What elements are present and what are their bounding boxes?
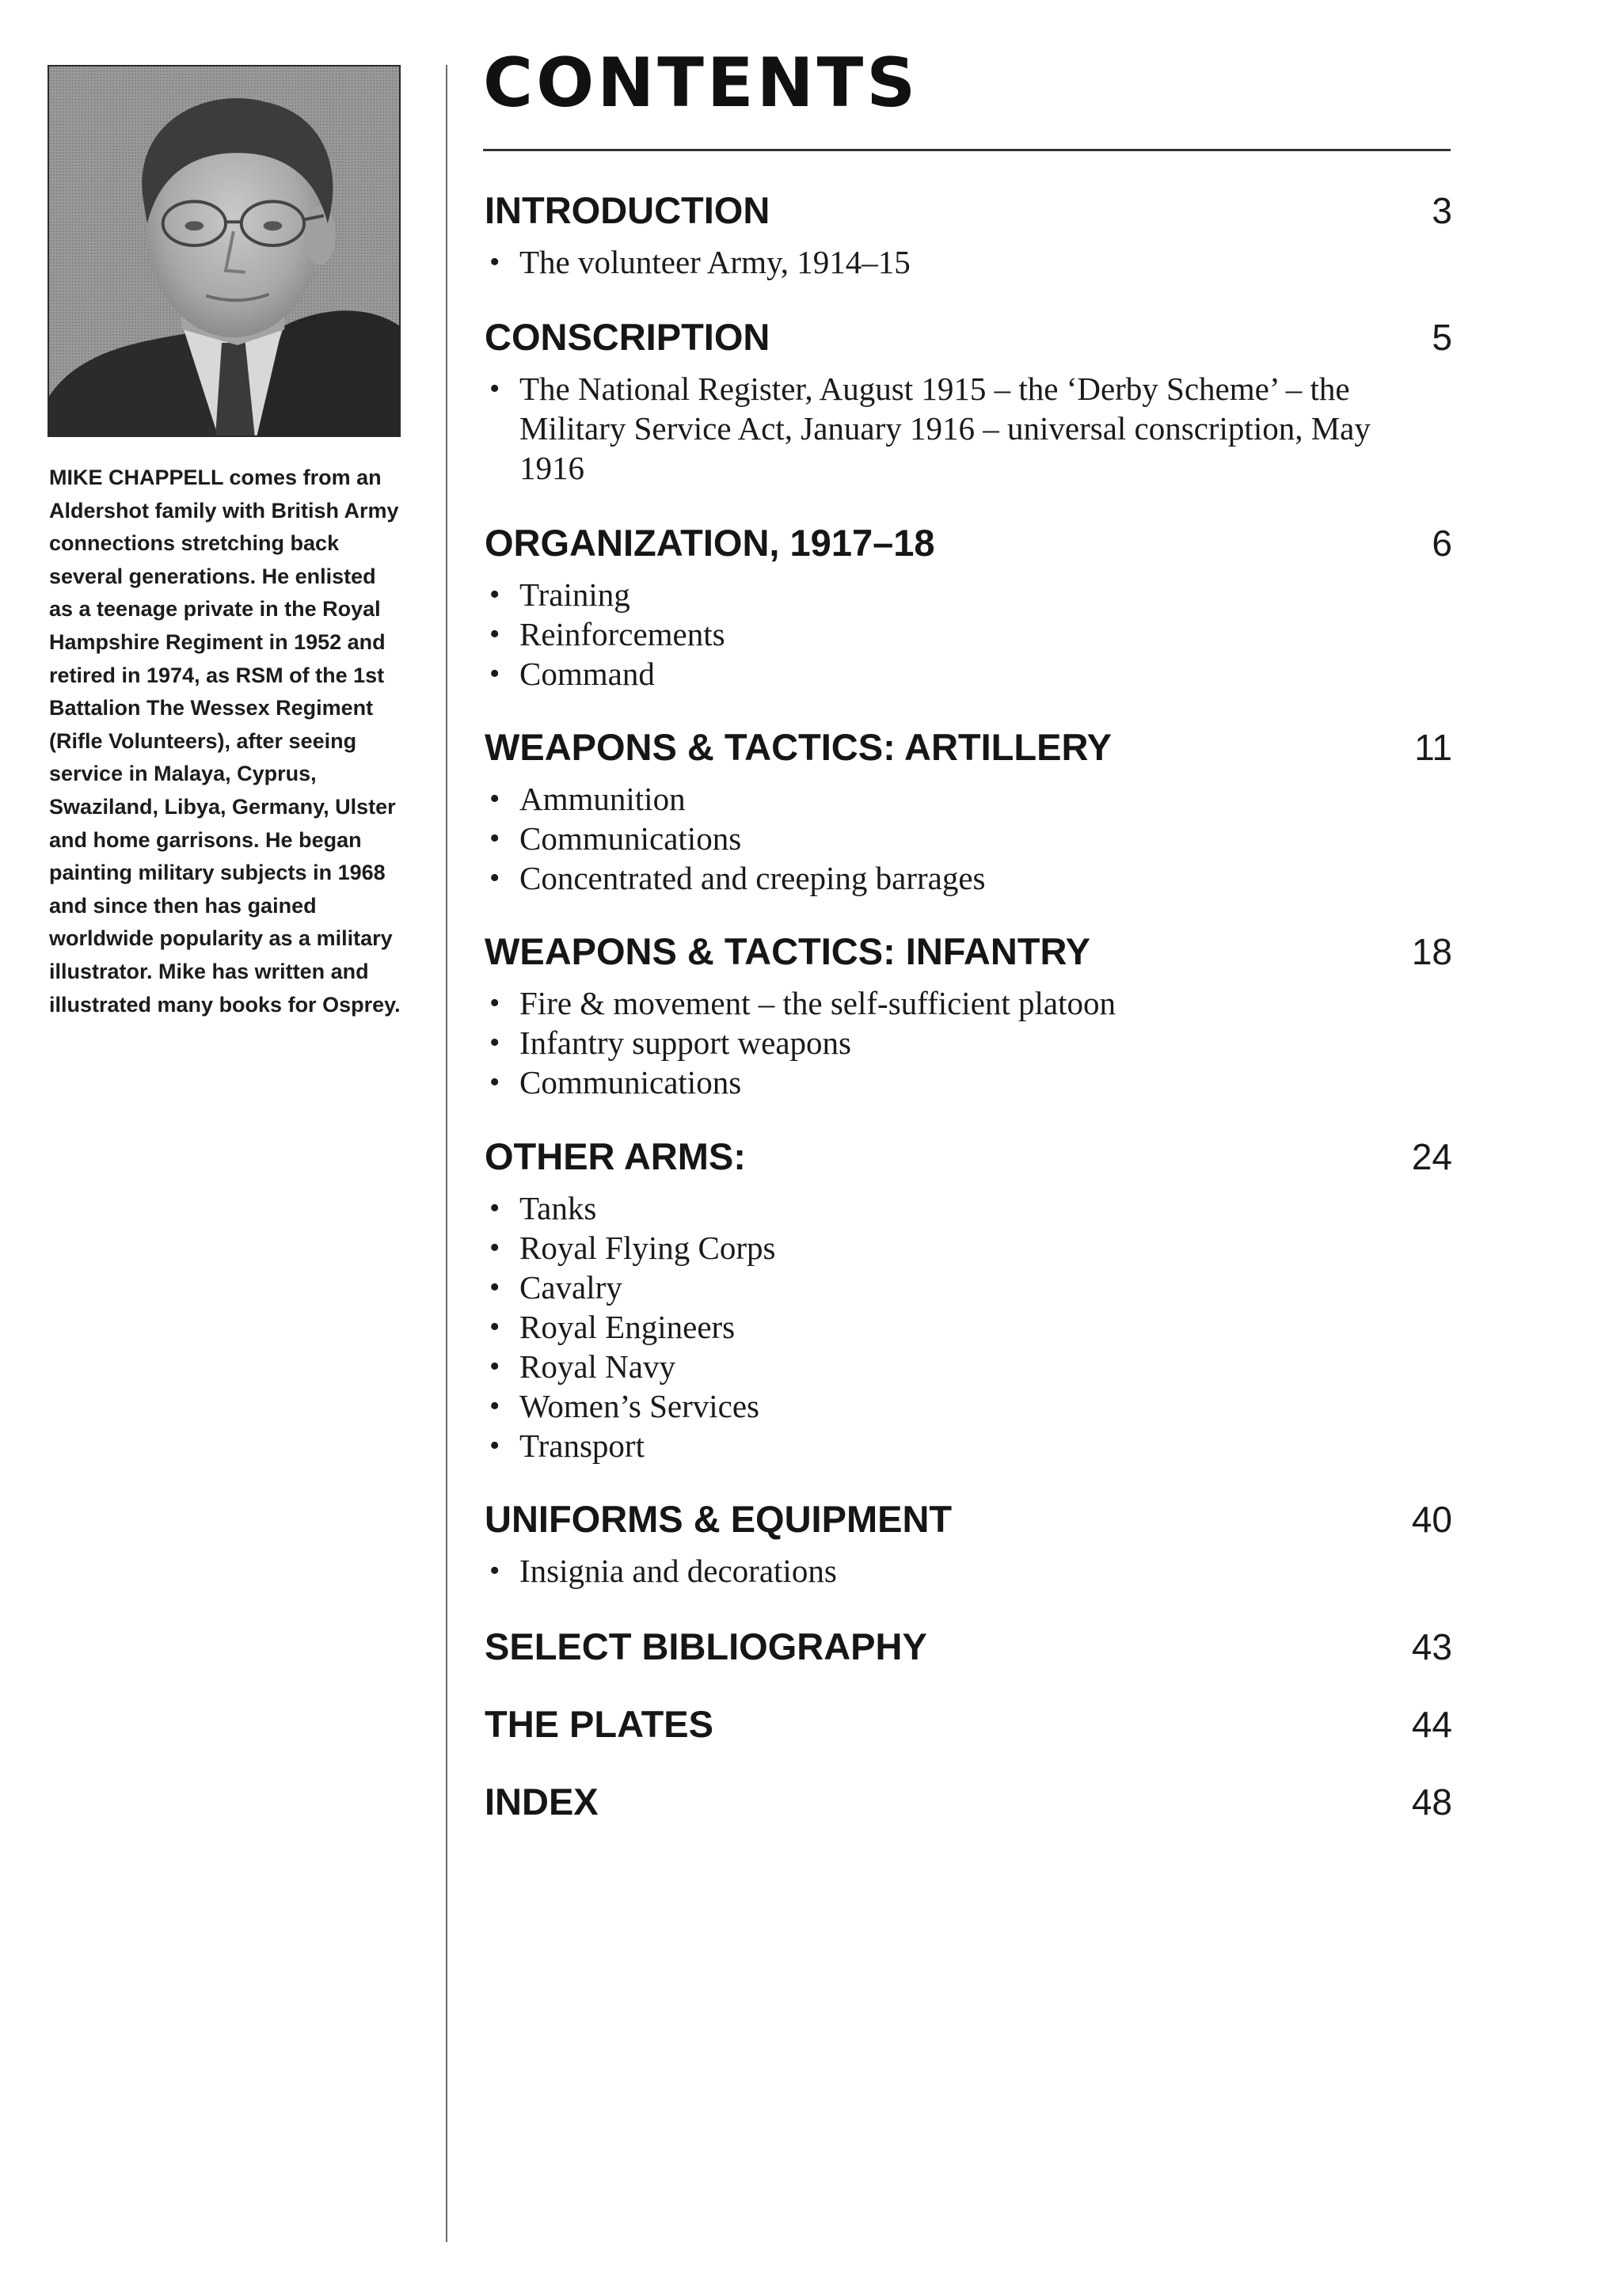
bullet-icon: • [489, 1192, 500, 1225]
section-title: WEAPONS & TACTICS: INFANTRY [485, 930, 1091, 972]
bullet-icon: • [489, 1429, 500, 1462]
author-bio: MIKE CHAPPELL comes from an Aldershot family with British Army connections stretching back several generations. He enlisted as a teenage private in the Royal Hampshire Regiment in 1952 and retired in 1974, as RSM of the 1st Battalion The Wessex Regiment (Rifle Volunteers), after seeing service in Malaya, Cyprus, Swaziland, Libya, Germany, Ulster and home garrisons. He began painting military subjects in 1968 and since then has gained worldwide popularity as a military illustrator. Mike has written and illustrated many books for Osprey. [49, 466, 401, 1017]
toc-section-select-bibliography[interactable] [485, 1623, 1452, 1671]
author-portrait-image [49, 67, 399, 435]
section-items [485, 575, 1452, 694]
section-title: INTRODUCTION [485, 189, 770, 231]
bullet-icon: • [489, 1554, 500, 1587]
section-items [485, 1551, 1452, 1591]
list-item: • Cavalry [489, 1269, 622, 1306]
toc-section-other-arms[interactable] [485, 1133, 1452, 1465]
section-page-number: 6 [1432, 523, 1452, 564]
section-title: INDEX [485, 1781, 599, 1823]
list-item: • Fire & movement – the self-sufficient platoon [489, 985, 1116, 1021]
section-page-number: 18 [1411, 931, 1452, 972]
bullet-icon: • [489, 618, 500, 651]
author-photo [48, 65, 401, 437]
section-page-number: 44 [1411, 1704, 1452, 1745]
title-rule [483, 149, 1451, 151]
section-title: SELECT BIBLIOGRAPHY [485, 1625, 927, 1667]
bullet-icon: • [489, 578, 500, 611]
section-items [485, 779, 1452, 898]
toc-section-the-plates[interactable] [485, 1701, 1452, 1748]
section-items [485, 983, 1452, 1102]
section-title: CONSCRIPTION [485, 316, 770, 358]
list-item: • Women’s Services [489, 1388, 759, 1424]
toc-section-organization[interactable] [485, 519, 1452, 694]
bullet-icon: • [489, 861, 500, 895]
toc-section-weapons-artillery[interactable] [485, 724, 1452, 898]
section-title: UNIFORMS & EQUIPMENT [485, 1498, 953, 1540]
bullet-icon: • [489, 1026, 500, 1059]
section-title: ORGANIZATION, 1917–18 [485, 522, 935, 564]
list-item: • Royal Engineers [489, 1309, 736, 1345]
list-item: • The volunteer Army, 1914–15 [489, 244, 911, 280]
toc-section-introduction[interactable] [485, 187, 1452, 282]
section-page-number: 3 [1432, 190, 1452, 231]
bullet-icon: • [489, 782, 500, 815]
bullet-icon: • [489, 372, 500, 405]
section-page-number: 48 [1411, 1781, 1452, 1823]
bullet-icon: • [489, 1389, 500, 1423]
list-item: • Infantry support weapons [489, 1024, 852, 1061]
section-title: WEAPONS & TACTICS: ARTILLERY [485, 726, 1113, 768]
bullet-icon: • [489, 245, 500, 279]
list-item: • Communications [489, 820, 742, 857]
list-item: • Command [489, 656, 655, 692]
list-item: • Reinforcements [489, 616, 725, 652]
toc-section-weapons-infantry[interactable] [485, 928, 1452, 1102]
list-item: • Training [489, 576, 630, 613]
section-items [485, 369, 1452, 488]
list-item: • Transport [489, 1427, 645, 1464]
list-item: • Royal Flying Corps [489, 1230, 776, 1266]
section-title: THE PLATES [485, 1703, 713, 1745]
section-page-number: 40 [1411, 1499, 1452, 1540]
section-page-number: 11 [1414, 727, 1452, 768]
list-item: • Communications [489, 1064, 742, 1100]
section-page-number: 24 [1411, 1136, 1452, 1177]
bullet-icon: • [489, 1066, 500, 1099]
toc-section-index[interactable] [485, 1778, 1452, 1826]
bullet-icon: • [489, 986, 500, 1020]
list-item: • Ammunition [489, 781, 686, 817]
list-item: • Insignia and decorations [489, 1553, 837, 1589]
bullet-icon: • [489, 1271, 500, 1304]
list-item: • Concentrated and creeping barrages [489, 860, 986, 896]
bullet-icon: • [489, 1350, 500, 1383]
toc-section-uniforms-equipment[interactable] [485, 1496, 1452, 1591]
section-page-number: 43 [1411, 1626, 1452, 1667]
column-divider [446, 65, 447, 2242]
section-title: OTHER ARMS: [485, 1135, 746, 1177]
bullet-icon: • [489, 657, 500, 690]
bullet-icon: • [489, 822, 500, 855]
section-page-number: 5 [1432, 317, 1452, 358]
toc-section-conscription[interactable] [485, 314, 1452, 488]
bullet-icon: • [489, 1231, 500, 1264]
list-item: • Tanks [489, 1190, 597, 1226]
section-items [485, 1188, 1452, 1465]
section-items [485, 242, 1452, 282]
page-title: CONTENTS [483, 44, 919, 123]
bullet-icon: • [489, 1310, 500, 1344]
list-item: • Royal Navy [489, 1348, 675, 1385]
list-item: • The National Register, August 1915 – the ‘Derby Scheme’ – the Military Service Act, January 1916 – universal conscription, May 1916 [489, 371, 1371, 486]
